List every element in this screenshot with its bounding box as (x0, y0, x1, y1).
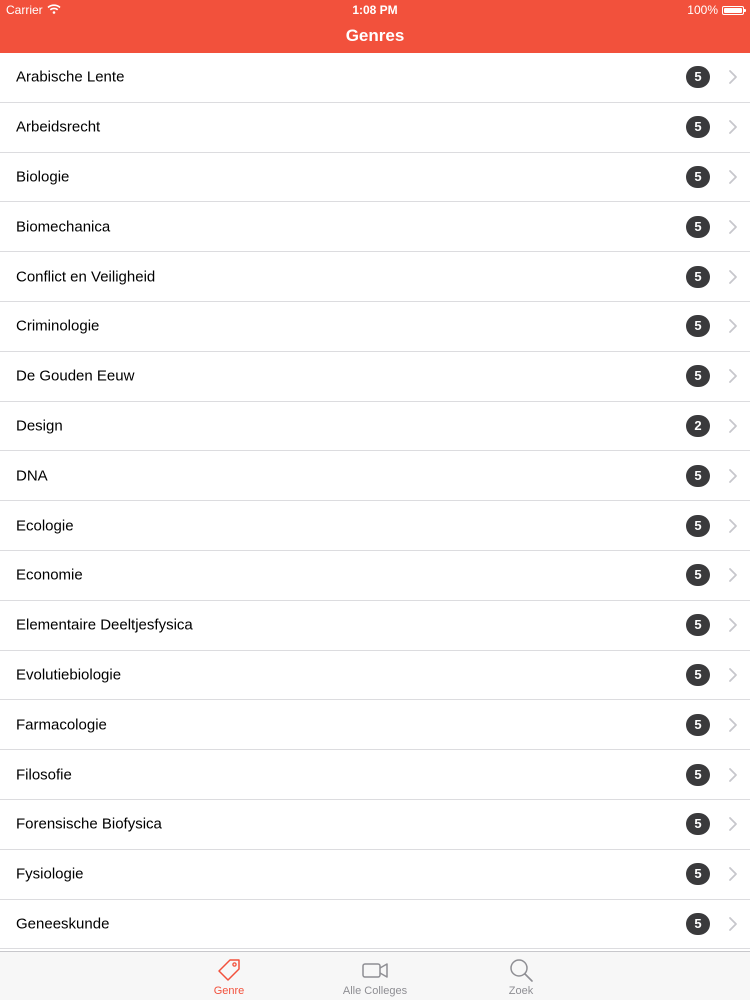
list-item[interactable] (0, 103, 750, 153)
list-item[interactable] (0, 750, 750, 800)
genre-label: Filosofie (16, 766, 72, 784)
count-badge: 5 (686, 813, 710, 835)
list-item[interactable] (0, 900, 750, 950)
list-item[interactable] (0, 53, 750, 103)
chevron-right-icon (728, 717, 738, 733)
count-badge: 5 (686, 863, 710, 885)
chevron-right-icon (728, 617, 738, 633)
genre-list[interactable] (0, 53, 750, 951)
tab-bar (0, 951, 750, 1000)
count-badge: 5 (686, 266, 710, 288)
tab-alle-colleges[interactable] (325, 952, 425, 1000)
clock: 1:08 PM (352, 3, 398, 17)
video-camera-icon (361, 957, 389, 983)
count-badge: 5 (686, 166, 710, 188)
count-badge: 5 (686, 913, 710, 935)
chevron-right-icon (728, 767, 738, 783)
count-badge: 5 (686, 564, 710, 586)
chevron-right-icon (728, 368, 738, 384)
list-item[interactable] (0, 800, 750, 850)
chevron-right-icon (728, 866, 738, 882)
tab-alle-colleges-label: Alle Colleges (342, 985, 408, 997)
list-item[interactable] (0, 302, 750, 352)
genre-label: Evolutiebiologie (16, 666, 122, 684)
battery-group (687, 3, 744, 17)
count-badge: 5 (686, 365, 710, 387)
chevron-right-icon (728, 119, 738, 135)
count-badge: 5 (686, 515, 710, 537)
count-badge: 5 (686, 664, 710, 686)
count-badge: 5 (686, 614, 710, 636)
genre-label: De Gouden Eeuw (16, 367, 135, 385)
genre-label: Biologie (16, 168, 70, 186)
genre-label: Design (16, 417, 63, 435)
list-item[interactable] (0, 700, 750, 750)
chevron-right-icon (728, 468, 738, 484)
carrier-label: Carrier (6, 3, 43, 17)
count-badge: 5 (686, 116, 710, 138)
chevron-right-icon (728, 169, 738, 185)
list-item[interactable] (0, 153, 750, 203)
chevron-right-icon (728, 667, 738, 683)
tab-zoek-label: Zoek (508, 985, 534, 997)
tab-genre-label: Genre (213, 985, 245, 997)
tag-icon (215, 957, 243, 983)
list-item[interactable] (0, 551, 750, 601)
tab-zoek[interactable] (471, 952, 571, 1000)
chevron-right-icon (728, 916, 738, 932)
chevron-right-icon (728, 269, 738, 285)
count-badge: 5 (686, 315, 710, 337)
genre-label: Biomechanica (16, 218, 111, 236)
list-item[interactable] (0, 352, 750, 402)
count-badge: 5 (686, 465, 710, 487)
genre-label: DNA (16, 467, 48, 485)
status-bar (0, 0, 750, 20)
list-item[interactable] (0, 501, 750, 551)
chevron-right-icon (728, 69, 738, 85)
genre-label: Elementaire Deeltjesfysica (16, 616, 193, 634)
tab-genre[interactable] (179, 952, 279, 1000)
list-item[interactable] (0, 601, 750, 651)
battery-percent: 100% (687, 3, 718, 17)
genre-label: Forensische Biofysica (16, 815, 162, 833)
genre-label: Geneeskunde (16, 915, 110, 933)
genre-label: Economie (16, 566, 83, 584)
genre-label: Fysiologie (16, 865, 84, 883)
list-item[interactable] (0, 402, 750, 452)
chevron-right-icon (728, 219, 738, 235)
chevron-right-icon (728, 418, 738, 434)
list-item[interactable] (0, 451, 750, 501)
genre-label: Ecologie (16, 517, 74, 535)
header (0, 0, 750, 53)
list-item[interactable] (0, 850, 750, 900)
count-badge: 5 (686, 714, 710, 736)
count-badge: 5 (686, 216, 710, 238)
search-icon (507, 957, 535, 983)
battery-icon (722, 6, 744, 15)
page-title: Genres (345, 26, 405, 45)
genre-label: Arbeidsrecht (16, 118, 101, 136)
chevron-right-icon (728, 567, 738, 583)
count-badge: 5 (686, 764, 710, 786)
genre-label: Criminologie (16, 317, 100, 335)
list-item[interactable] (0, 252, 750, 302)
list-item[interactable] (0, 202, 750, 252)
count-badge: 2 (686, 415, 710, 437)
count-badge: 5 (686, 66, 710, 88)
list-item[interactable] (0, 651, 750, 701)
genre-label: Arabische Lente (16, 68, 125, 86)
chevron-right-icon (728, 518, 738, 534)
genre-label: Farmacologie (16, 716, 107, 734)
chevron-right-icon (728, 816, 738, 832)
chevron-right-icon (728, 318, 738, 334)
genre-label: Conflict en Veiligheid (16, 268, 156, 286)
